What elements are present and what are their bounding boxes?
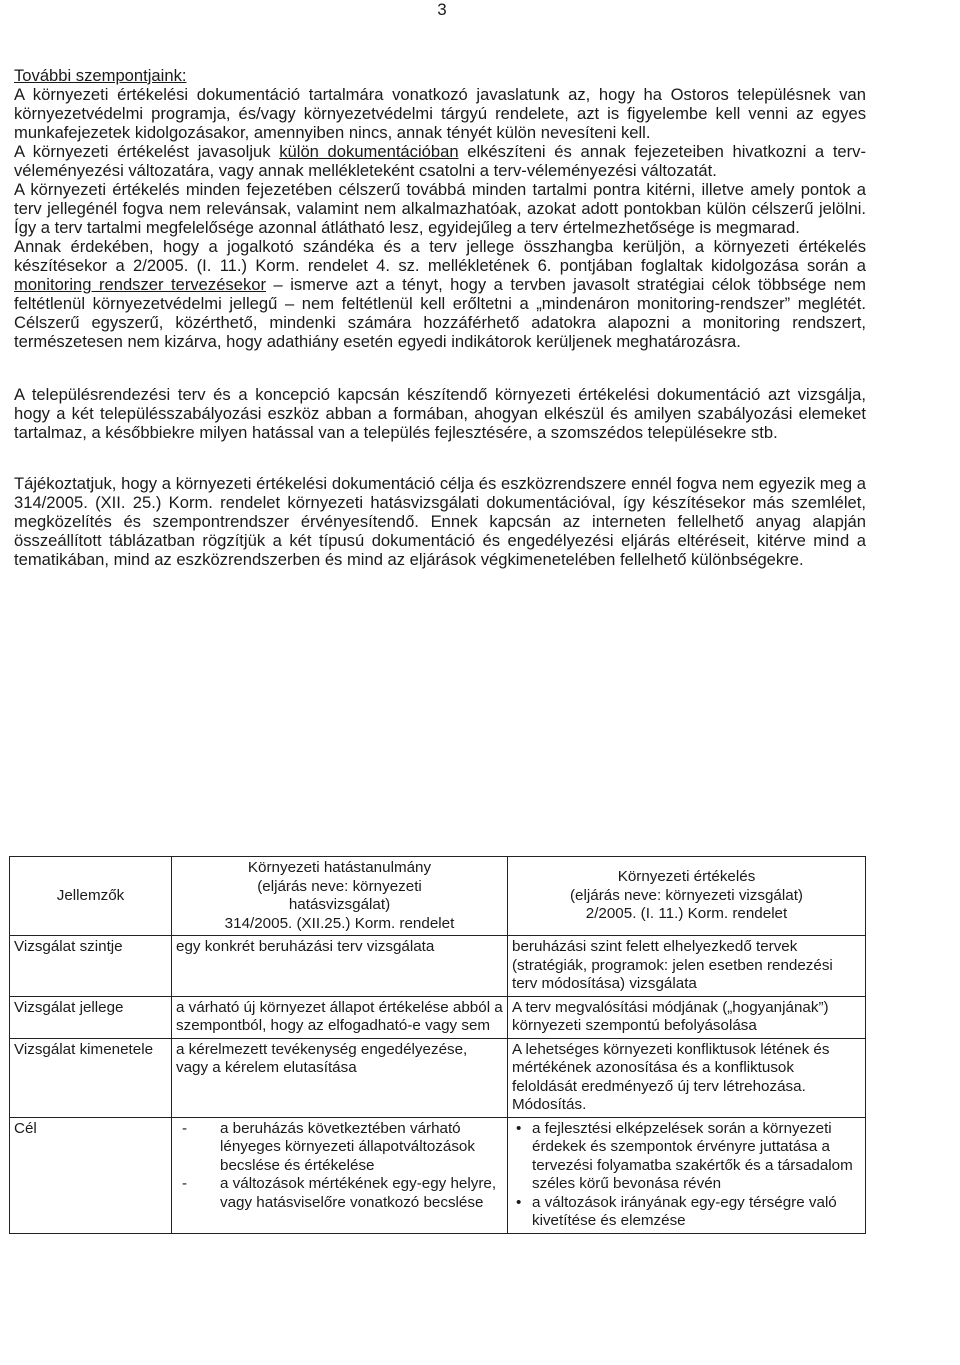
row-ertekeles-cell: beruházási szint felett elhelyezkedő tervek (stratégiák, programok: jelen esetben rendezési terv módosítása) vizsgálata xyxy=(508,936,866,997)
header-jellemzok: Jellemzők xyxy=(10,857,172,936)
cel-hatastanulmany-list xyxy=(176,1120,503,1213)
table-row xyxy=(10,1038,866,1117)
header-hatastanulmany-line2: (eljárás neve: környezeti xyxy=(257,877,422,895)
row-label: Vizsgálat jellege xyxy=(10,996,172,1038)
page-number: 3 xyxy=(437,0,447,19)
list-item: - a változások mértékének egy-egy helyre, vagy hatásviselőre vonatkozó becslése xyxy=(176,1175,503,1212)
paragraph-2-text-a: A környezeti értékelést javasoljuk xyxy=(14,142,280,161)
paragraph-4-text-b: – ismerve azt a tényt, hogy a tervben javasolt stratégiai célok többsége nem feltétlenül környezetvédelmi jellegű – nem feltétlenül kell erőltetni a „mindenáron monitoring-rendszer” meglétét. Célszerű egyszerű, közérthető, mindenki számára hozzáférhető adatokra alapozni a monitoring rendszert, természetesen nem kizárva, hogy adathiány esetén egyedi indikátorok kerüljenek meghatározásra. xyxy=(14,275,866,351)
header-ertekeles xyxy=(508,857,866,936)
cel-ertekeles-cell xyxy=(508,1117,866,1233)
section-heading: További szempontjaink: xyxy=(14,66,187,85)
table-row xyxy=(10,936,866,997)
row-ertekeles-cell: A lehetséges környezeti konfliktusok létének és mértékének azonosítása és a konfliktusok feloldását eredményező új terv létrehozása. Módosítás. xyxy=(508,1038,866,1117)
document-body xyxy=(14,66,866,569)
paragraph-3: A környezeti értékelés minden fejezetében célszerű továbbá minden tartalmi pontra kitérni, illetve amely pontok a terv jellegénél fogva nem relevánsak, valamint nem alkalmazhatóak, azokat adott pontokban külön célszerű jelölni. Így a terv tartalmi megfelelősége azonnal átlátható lesz, egyidejűleg a terv értelmezhetősége is megmarad. xyxy=(14,180,866,237)
paragraph-2 xyxy=(14,142,866,180)
table-row xyxy=(10,996,866,1038)
paragraph-4-underlined: monitoring rendszer tervezésekor xyxy=(14,275,266,294)
row-label: Cél xyxy=(10,1117,172,1233)
row-label: Vizsgálat szintje xyxy=(10,936,172,997)
cel-ertekeles-list xyxy=(512,1120,861,1231)
list-item: - a beruházás következtében várható lényeges környezeti állapotváltozások becslése és értékelése xyxy=(176,1120,503,1176)
comparison-table xyxy=(9,856,866,1234)
row-hatastanulmany-cell: a kérelmezett tevékenység engedélyezése, vagy a kérelem elutasítása xyxy=(172,1038,508,1117)
row-hatastanulmany-cell: egy konkrét beruházási terv vizsgálata xyxy=(172,936,508,997)
row-label: Vizsgálat kimenetele xyxy=(10,1038,172,1117)
row-hatastanulmany-cell: a várható új környezet állapot értékelése abból a szempontból, hogy az elfogadható-e vagy sem xyxy=(172,996,508,1038)
paragraph-4-text-a: Annak érdekében, hogy a jogalkotó szándéka és a terv jellege összhangba kerüljön, a környezeti értékelés készítésekor a 2/2005. (I. 11.) Korm. rendelet 4. sz. mellékletének 6. pontjában foglaltak kidolgozása során a xyxy=(14,237,866,275)
paragraph-1: A környezeti értékelési dokumentáció tartalmára vonatkozó javaslatunk az, hogy ha Ostoros településnek van környezetvédelmi programja, és/vagy környezetvédelmi tárgyú rendelete, azt is figyelembe kell venni az egyes munkafejezetek kidolgozásakor, amennyiben nincs, annak tényét külön nevesíteni kell. xyxy=(14,85,866,142)
paragraph-4 xyxy=(14,237,866,351)
header-ertekeles-line2: (eljárás neve: környezeti vizsgálat) xyxy=(570,886,803,904)
header-ertekeles-line1: Környezeti értékelés xyxy=(617,868,756,886)
paragraph-2-underlined: külön dokumentációban xyxy=(279,142,459,161)
list-item: • a változások irányának egy-egy térségre való kivetítése és elemzése xyxy=(512,1194,861,1231)
header-hatastanulmany xyxy=(172,857,508,936)
paragraph-5: A településrendezési terv és a koncepció kapcsán készítendő környezeti értékelési dokumentáció azt vizsgálja, hogy a két településszabályozási eszköz abban a formában, ahogyan elkészül és amilyen szabályozási elemeket tartalmaz, a későbbiekre milyen hatással van a település fejlesztésére, a szomszédos településekre stb. xyxy=(14,385,866,442)
cel-hatastanulmany-cell xyxy=(172,1117,508,1233)
list-item: • a fejlesztési elképzelések során a környezeti érdekek és szempontok érvényre juttatása a tervezési folyamatba szakértők és a társadalom széles körű bevonása révén xyxy=(512,1120,861,1194)
paragraph-6: Tájékoztatjuk, hogy a környezeti értékelési dokumentáció célja és eszközrendszere ennél fogva nem egyezik meg a 314/2005. (XII. 25.) Korm. rendelet környezeti hatásvizsgálati dokumentációval, így készítésekor más szemlélet, megközelítés és szempontrendszer érvényesítendő. Ennek kapcsán az interneten fellelhető anyag alapján összeállított táblázatban rögzítjük a két típusú dokumentáció és engedélyezési eljárás eltéréseit, kitérve mind a tematikában, mind az eszközrendszerben és mind az eljárások végkimenetelében fellelhető különbségekre. xyxy=(14,474,866,569)
header-hatastanulmany-line3: hatásvizsgálat) xyxy=(288,896,391,913)
table-header-row xyxy=(10,857,866,936)
header-hatastanulmany-line4: 314/2005. (XII.25.) Korm. rendelet xyxy=(224,914,455,932)
row-ertekeles-cell: A terv megvalósítási módjának („hogyanjának”) környezeti szempontú befolyásolása xyxy=(508,996,866,1038)
header-ertekeles-line3: 2/2005. (I. 11.) Korm. rendelet xyxy=(585,905,788,923)
paragraph-2-text-b: elkészíteni és annak fejezeteiben hivatkozni a terv-véleményezési változatára, vagy annak mellékleteként csatolni a terv-véleményezési változatát. xyxy=(14,142,867,180)
header-hatastanulmany-line1: Környezeti hatástanulmány xyxy=(247,859,432,876)
table-row-cel xyxy=(10,1117,866,1233)
